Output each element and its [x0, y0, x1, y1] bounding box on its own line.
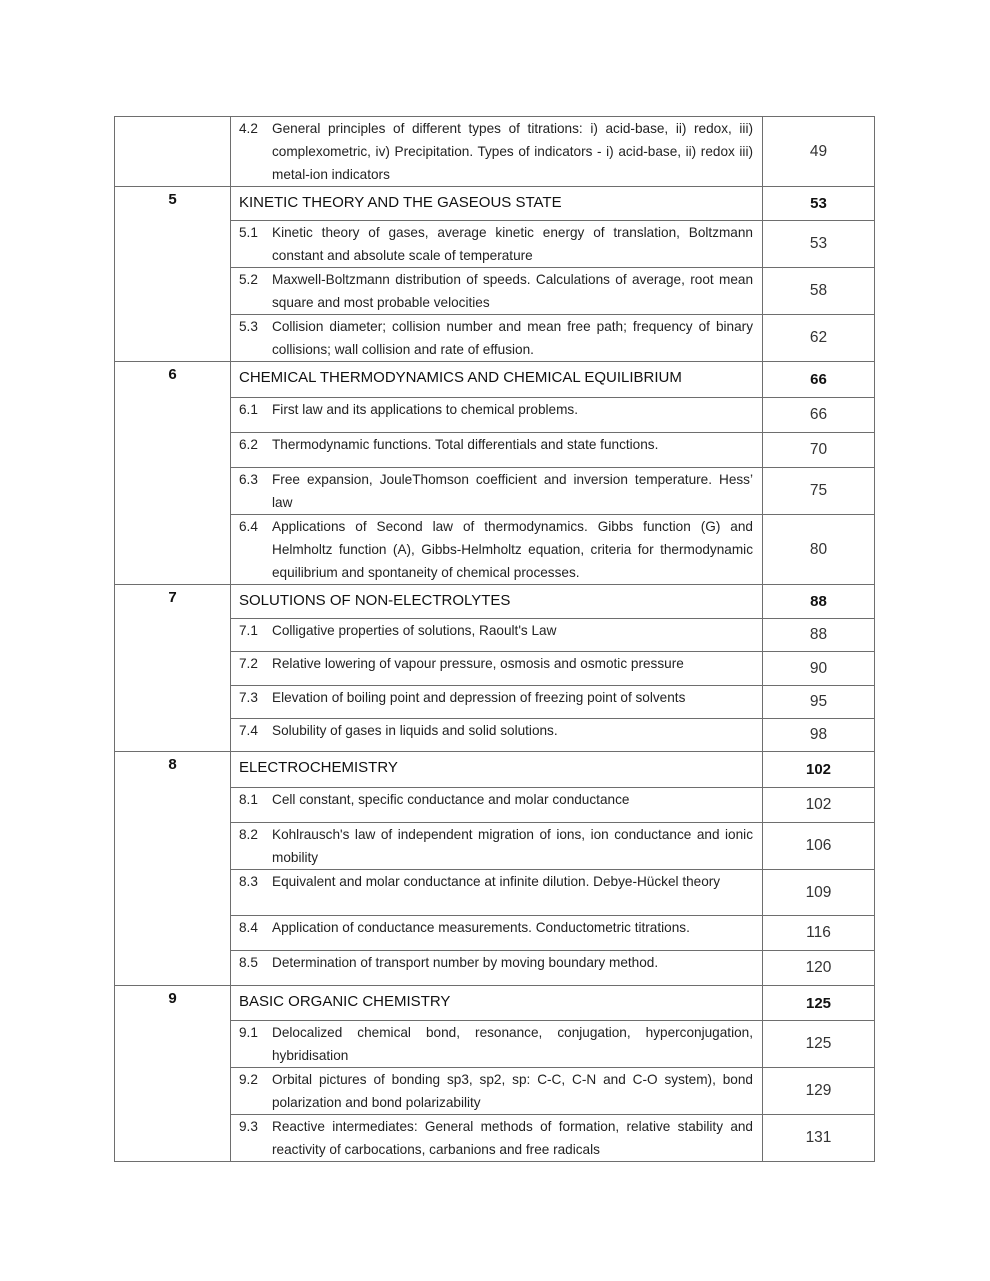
page-number: 131	[763, 1115, 875, 1162]
topic-number: 7.4	[239, 723, 258, 738]
topic-cell	[231, 1068, 763, 1115]
topic-number: 5.2	[239, 272, 258, 287]
topic-number: 6.1	[239, 402, 258, 417]
topic-entry	[231, 515, 762, 584]
topic-entry	[231, 870, 762, 893]
topic-text: Kinetic theory of gases, average kinetic energy of translation, Boltzmann constant and absolute scale of temperature	[272, 225, 753, 263]
topic-entry	[231, 1021, 762, 1067]
page-number: 129	[763, 1068, 875, 1115]
topic-number: 5.1	[239, 225, 258, 240]
topic-cell	[231, 315, 763, 362]
topic-text: Equivalent and molar conductance at infinite dilution. Debye-Hückel theory	[272, 874, 721, 889]
page-number: 75	[763, 468, 875, 515]
unit-number-cell: 5	[115, 187, 231, 362]
page-number: 66	[763, 362, 875, 398]
topic-cell	[231, 686, 763, 719]
topic-text: Colligative properties of solutions, Raoult's Law	[272, 623, 557, 638]
topic-text: Collision diameter; collision number and mean free path; frequency of binary collisions; wall collision and rate of effusion.	[272, 319, 753, 357]
page-number: 88	[763, 585, 875, 619]
topic-number: 9.1	[239, 1025, 258, 1040]
topic-entry	[231, 619, 762, 642]
chapter-row	[115, 187, 875, 221]
chapter-title: CHEMICAL THERMODYNAMICS AND CHEMICAL EQUILIBRIUM	[239, 369, 682, 386]
page-number: 80	[763, 515, 875, 585]
topic-cell	[231, 433, 763, 468]
topic-number: 9.2	[239, 1072, 258, 1087]
topic-text: First law and its applications to chemical problems.	[272, 402, 578, 417]
page-number: 109	[763, 870, 875, 916]
topic-number: 8.4	[239, 920, 258, 935]
page-number: 53	[763, 221, 875, 268]
chapter-title: ELECTROCHEMISTRY	[239, 759, 398, 776]
topic-number: 6.3	[239, 472, 258, 487]
topic-entry	[231, 221, 762, 267]
topic-text: General principles of different types of titrations: i) acid-base, ii) redox, iii) complexometric, iv) Precipitation. Types of indicators - i) acid-base, ii) redox iii) metal-ion indicators	[272, 121, 753, 182]
unit-number-cell: 8	[115, 752, 231, 986]
topic-cell	[231, 916, 763, 951]
topic-entry	[231, 117, 762, 186]
page-number: 125	[763, 1021, 875, 1068]
page-number: 49	[763, 117, 875, 187]
chapter-row	[115, 752, 875, 788]
page-number: 106	[763, 823, 875, 870]
chapter-title-cell	[231, 752, 763, 788]
topic-text: Elevation of boiling point and depression of freezing point of solvents	[272, 690, 686, 705]
topic-number: 9.3	[239, 1119, 258, 1134]
contents-table-body	[115, 117, 875, 1162]
topic-entry	[231, 1068, 762, 1114]
topic-row	[115, 117, 875, 187]
topic-number: 6.2	[239, 437, 258, 452]
page-number: 53	[763, 187, 875, 221]
chapter-title-cell	[231, 585, 763, 619]
page-number: 95	[763, 686, 875, 719]
topic-entry	[231, 916, 762, 939]
chapter-title-cell	[231, 187, 763, 221]
chapter-row	[115, 362, 875, 398]
topic-entry	[231, 652, 762, 675]
topic-entry	[231, 433, 762, 456]
topic-cell	[231, 951, 763, 986]
page-number: 88	[763, 619, 875, 652]
topic-number: 8.5	[239, 955, 258, 970]
page-number: 90	[763, 652, 875, 686]
unit-number-cell: 6	[115, 362, 231, 585]
topic-text: Free expansion, JouleThomson coefficient and inversion temperature. Hess’ law	[272, 472, 753, 510]
topic-text: Relative lowering of vapour pressure, osmosis and osmotic pressure	[272, 656, 684, 671]
topic-cell	[231, 515, 763, 585]
topic-cell	[231, 823, 763, 870]
topic-text: Determination of transport number by moving boundary method.	[272, 955, 659, 970]
topic-text: Reactive intermediates: General methods of formation, relative stability and reactivity of carbocations, carbanions and free radicals	[272, 1119, 753, 1157]
topic-entry	[231, 398, 762, 421]
topic-number: 7.3	[239, 690, 258, 705]
topic-entry	[231, 951, 762, 974]
topic-entry	[231, 268, 762, 314]
topic-number: 6.4	[239, 519, 258, 534]
topic-text: Applications of Second law of thermodynamics. Gibbs function (G) and Helmholtz function (A), Gibbs-Helmholtz equation, criteria for thermodynamic equilibrium and spontaneity of chemical processes.	[272, 519, 753, 580]
topic-entry	[231, 468, 762, 514]
topic-entry	[231, 315, 762, 361]
unit-number-cell	[115, 117, 231, 187]
topic-text: Kohlrausch's law of independent migration of ions, ion conductance and ionic mobility	[272, 827, 753, 865]
page-number: 66	[763, 398, 875, 433]
chapter-title-cell	[231, 362, 763, 398]
topic-number: 8.3	[239, 874, 258, 889]
page-number: 102	[763, 788, 875, 823]
topic-text: Solubility of gases in liquids and solid solutions.	[272, 723, 558, 738]
topic-cell	[231, 1021, 763, 1068]
topic-text: Cell constant, specific conductance and molar conductance	[272, 792, 630, 807]
topic-cell	[231, 870, 763, 916]
topic-number: 4.2	[239, 121, 258, 136]
chapter-title-cell	[231, 986, 763, 1021]
topic-cell	[231, 398, 763, 433]
topic-entry	[231, 1115, 762, 1161]
page-number: 125	[763, 986, 875, 1021]
chapter-title: BASIC ORGANIC CHEMISTRY	[239, 993, 451, 1010]
page-number: 120	[763, 951, 875, 986]
page-number: 98	[763, 719, 875, 752]
topic-text: Delocalized chemical bond, resonance, conjugation, hyperconjugation, hybridisation	[272, 1025, 753, 1063]
topic-cell	[231, 468, 763, 515]
topic-entry	[231, 686, 762, 709]
topic-text: Thermodynamic functions. Total differentials and state functions.	[272, 437, 659, 452]
topic-number: 8.2	[239, 827, 258, 842]
contents-table	[114, 116, 875, 1162]
topic-text: Application of conductance measurements. Conductometric titrations.	[272, 920, 690, 935]
topic-cell	[231, 268, 763, 315]
unit-number-cell: 9	[115, 986, 231, 1162]
topic-entry	[231, 788, 762, 811]
page-number: 58	[763, 268, 875, 315]
topic-text: Maxwell-Boltzmann distribution of speeds. Calculations of average, root mean square and most probable velocities	[272, 272, 753, 310]
topic-number: 7.1	[239, 623, 258, 638]
topic-cell	[231, 117, 763, 187]
topic-cell	[231, 1115, 763, 1162]
chapter-row	[115, 585, 875, 619]
topic-number: 7.2	[239, 656, 258, 671]
topic-entry	[231, 719, 762, 742]
page-number: 102	[763, 752, 875, 788]
topic-cell	[231, 619, 763, 652]
page-number: 116	[763, 916, 875, 951]
topic-cell	[231, 652, 763, 686]
topic-entry	[231, 823, 762, 869]
page-number: 70	[763, 433, 875, 468]
topic-number: 5.3	[239, 319, 258, 334]
topic-cell	[231, 788, 763, 823]
topic-cell	[231, 719, 763, 752]
chapter-row	[115, 986, 875, 1021]
topic-number: 8.1	[239, 792, 258, 807]
page-number: 62	[763, 315, 875, 362]
topic-text: Orbital pictures of bonding sp3, sp2, sp: C-C, C-N and C-O system), bond polarization and bond polarizability	[272, 1072, 753, 1110]
chapter-title: KINETIC THEORY AND THE GASEOUS STATE	[239, 194, 562, 211]
topic-cell	[231, 221, 763, 268]
chapter-title: SOLUTIONS OF NON-ELECTROLYTES	[239, 592, 511, 609]
unit-number-cell: 7	[115, 585, 231, 752]
